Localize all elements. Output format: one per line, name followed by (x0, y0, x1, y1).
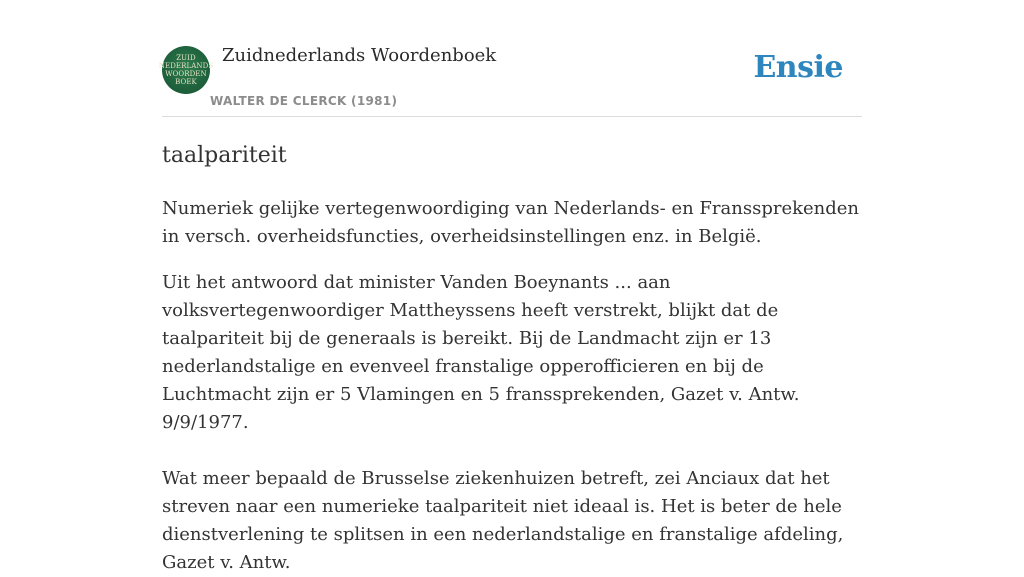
source-author: WALTER DE CLERCK (1981) (210, 94, 398, 108)
source-title[interactable]: Zuidnederlands Woordenboek (222, 45, 497, 66)
cover-line: BOEK (175, 78, 197, 86)
cover-line: NEDERLANDS (158, 62, 214, 70)
source-header (158, 0, 862, 117)
cover-line: WOORDEN (165, 70, 207, 78)
cover-line: ZUID (176, 54, 196, 62)
entry-definition: Numeriek gelijke vertegenwoordiging van Nederlands- en Franssprekenden in versch. overheidsfuncties, overheidsinstellingen enz. in België. (162, 198, 860, 247)
book-cover-image[interactable] (158, 46, 214, 94)
page (158, 0, 862, 577)
entry-example: Wat meer bepaald de Brusselse ziekenhuizen betreft, zei Anciaux dat het streven naar een numerieke taalpariteit niet ideaal is. Het is beter de hele dienstverlening te splitsen in een nederlandstalige en franstalige afdeling, Gazet v. Antw. (162, 468, 844, 573)
entry-headword: taalpariteit (162, 143, 287, 168)
entry-example: Uit het antwoord dat minister Vanden Boeynants ... aan volksvertegenwoordiger Mattheyssens heeft verstrekt, blijkt dat de taalpariteit bij de generaals is bereikt. Bij de Landmacht zijn er 13 nederlandstalige en evenveel franstalige opperofficieren en bij de Luchtmacht zijn er 5 Vlamingen en 5 franssprekenden, Gazet v. Antw. 9/9/1977. (162, 272, 800, 433)
ensie-logo-link[interactable]: Ensie (753, 50, 843, 85)
